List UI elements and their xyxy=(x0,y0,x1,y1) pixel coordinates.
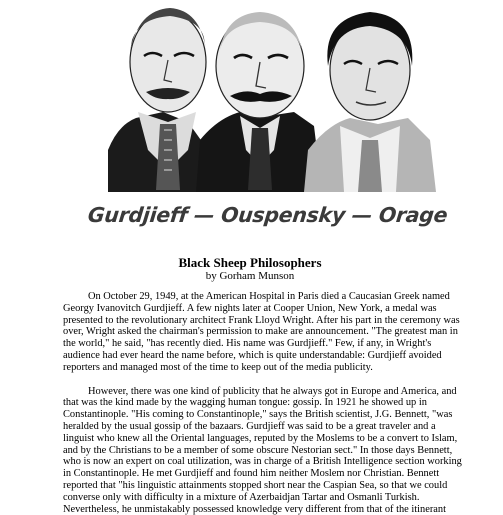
body-line: presented to the revolutionary architect Frank Lloyd Wright. After his part in the ceremony was xyxy=(63,314,460,326)
body-line: On October 29, 1949, at the American Hospital in Paris died a Caucasian Greek named xyxy=(88,291,450,302)
body-line: over, Wright asked the chairman's permission to make are announcement. "The greatest man in xyxy=(63,326,458,338)
body-line: linguist who knew all the Oriental languages, reputed by the Moslems to be a convert to Islam, xyxy=(63,432,458,444)
body-line: the world," he said, "has recently died. His name was Gurdjieff." Few, if any, in Wright's xyxy=(63,338,432,350)
portrait-photo xyxy=(108,0,436,192)
body-line: in Constantinople. He met Gurdjieff and found him neither Moslem nor Christian. Bennett xyxy=(63,468,440,480)
banner-heading: Gurdjieff — Ouspensky — Orage xyxy=(86,203,449,227)
article-title: Black Sheep Philosophers xyxy=(178,255,322,270)
body-line: Constantinople. "His coming to Constantinople," says the British scientist, J.G. Bennett, "was xyxy=(63,409,453,421)
article-byline: by Gorham Munson xyxy=(205,270,295,282)
body-line: and by the Christians to be a member of some obscure Nestorian sect." In those days Bennett, xyxy=(63,444,453,456)
body-line: audience had ever heard the name before, which is quite understandable: Gurdjieff avoided xyxy=(63,349,442,361)
body-line: reporters and managed most of the time to keep out of the media publicity. xyxy=(63,361,373,373)
body-line: who is now an expert on coal utilization, was in charge of a British Intelligence section working xyxy=(63,456,462,468)
paragraph-gap xyxy=(63,374,503,386)
body-line: heralded by the usual gossip of the bazaars. Gurdjieff was said to be a great traveler and a xyxy=(63,420,436,432)
body-line: Georgy Ivanovitch Gurdjieff. A few nights later at Cooper Union, New York, a medal was xyxy=(63,302,437,314)
body-line: However, there was one kind of publicity that he always got in Europe and America, and xyxy=(88,385,457,397)
body-line: reported that "his linguistic attainments stopped short near the Caspian Sea, so that we could xyxy=(63,479,448,491)
body-line: converse only with difficulty in a mixture of Azerbaidjan Tartar and Osmanli Turkish. xyxy=(63,491,420,503)
body-line: Nevertheless, he unmistakably possessed knowledge very different from that of the itinerant xyxy=(63,503,446,515)
article-body xyxy=(63,291,503,515)
body-line: that was the kind made by the wagging human tongue: gossip. In 1921 he showed up in xyxy=(63,397,427,409)
